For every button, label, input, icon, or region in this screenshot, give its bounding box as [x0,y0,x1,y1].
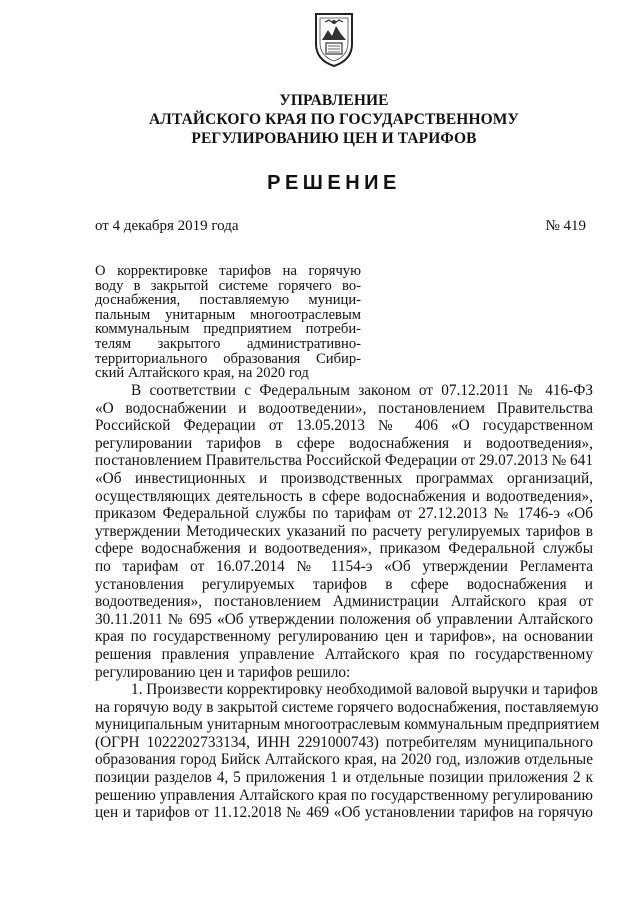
body-line: регулировании тарифов в сфере водоснабжения и водоотведения», [95,434,593,452]
body-line: цен и тарифов от 11.12.2018 № 469 «Об установлении тарифов на горячую [95,804,593,822]
body-line: «О водоснабжении и водоотведении», постановлением Правительства [95,399,593,417]
org-line: УПРАВЛЕНИЕ [279,92,389,109]
org-line: РЕГУЛИРОВАНИЮ ЦЕН И ТАРИФОВ [191,130,477,147]
body-line: осуществляющих деятельность в сфере водоснабжения и водоотведения», [95,487,593,505]
body-line: 30.11.2011 № 695 «Об утверждении положения об управлении Алтайского [95,610,593,628]
body-line: «Об инвестиционных и производственных программах организаций, [95,469,593,487]
document-number: № 419 [545,218,586,234]
subject-line: телям закрытого административно- [95,335,361,352]
org-line: АЛТАЙСКОГО КРАЯ ПО ГОСУДАРСТВЕННОМУ [149,111,519,128]
body-line: 1. Произвести корректировку необходимой валовой выручки и тарифов [131,681,598,699]
subject-line: коммунальным предприятием потреби- [95,321,361,338]
body-line: решению управления Алтайского края по государственному регулированию [95,786,593,804]
document-date: от 4 декабря 2019 года [95,218,239,234]
document-type-title: РЕШЕНИЕ [267,172,401,194]
body-line: регулированию цен и тарифов решило: [95,663,351,681]
subject-block [95,264,361,381]
coat-of-arms-emblem [312,10,356,68]
body-line: образования город Бийск Алтайского края, на 2020 год, изложив отдельные [95,751,593,769]
organization-name [100,91,568,148]
body-line: по тарифам от 16.07.2014 № 1154-э «Об утверждении Регламента [95,557,593,575]
body-line: сфере водоснабжения и водоотведения», приказом Федеральной службы [95,540,593,558]
body-line: на горячую воду в закрытой системе горячего водоснабжения, поставляемую [95,698,599,716]
body-line: установления регулируемых тарифов в сфере водоснабжения и [95,575,593,593]
body-line: водоотведения», постановлением Администрации Алтайского края от [95,593,593,611]
body-line: края по государственному регулированию цен и тарифов», на основании [95,628,593,646]
body-line: (ОГРН 1022202733134, ИНН 2291000743) потребителям муниципального [95,733,593,751]
subject-line: ский Алтайского края, на 2020 год [95,365,309,382]
subject-line: доснабжения, поставляемую муници- [95,292,361,309]
body-line: приказом Федеральной службы по тарифам от 27.12.2013 № 1746-э «Об [95,505,593,523]
subject-line: территориального образования Сибир- [95,350,361,367]
body-line: постановлением Правительства Российской Федерации от 29.07.2013 № 641 [95,452,593,470]
body-line: В соответствии с Федеральным законом от 07.12.2011 № 416-ФЗ [131,382,593,399]
body-line: утверждении Методических указаний по расчету регулируемых тарифов в [95,522,593,540]
body-line: решения правления управление Алтайского края по государственному [95,645,593,663]
body-text [95,382,600,822]
body-line: муниципальным унитарным многоотраслевым коммунальным предприятием [95,716,600,734]
subject-line: пальным унитарным многоотраслевым [95,306,361,323]
subject-line: О корректировке тарифов на горячую [95,263,361,279]
subject-line: воду в закрытой системе горячего во- [95,277,361,294]
body-line: Российской Федерации от 13.05.2013 № 406 «О государственном [95,417,593,435]
body-line: позиции разделов 4, 5 приложения 1 и отдельные позиции приложения 2 к [95,769,593,787]
